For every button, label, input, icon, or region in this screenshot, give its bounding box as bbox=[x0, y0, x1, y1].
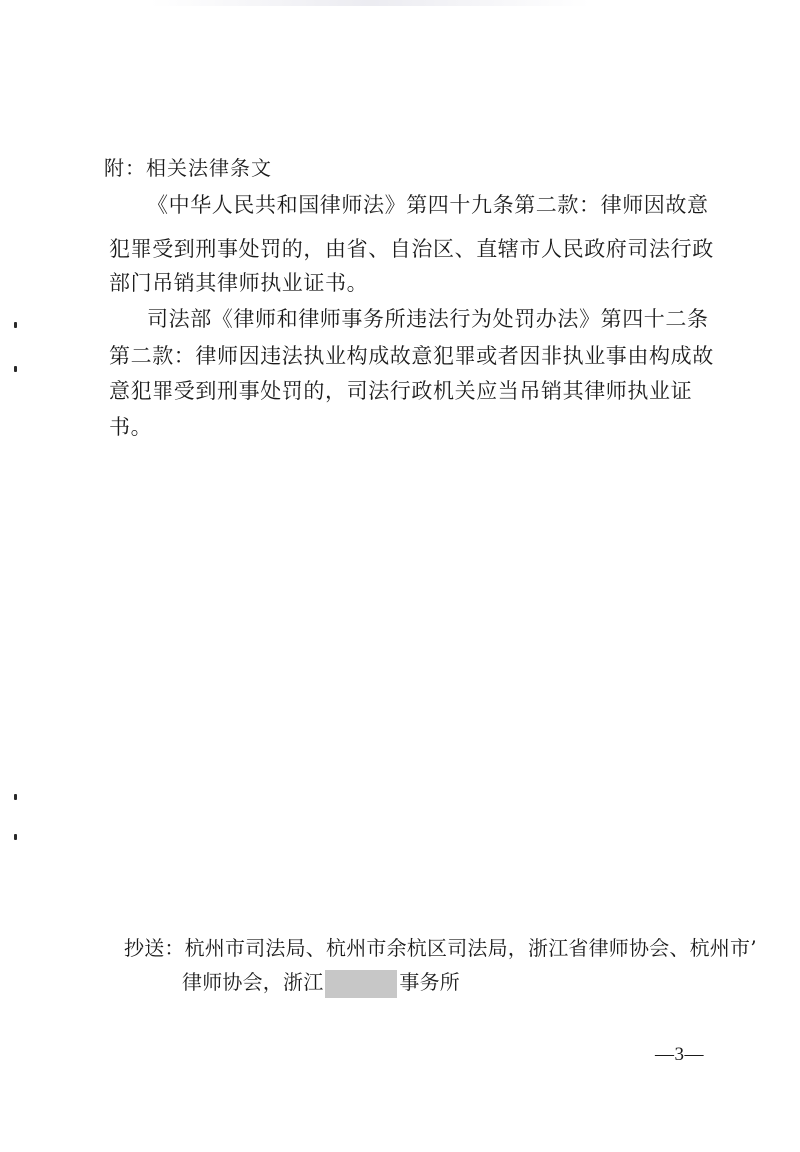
redaction-box bbox=[325, 970, 397, 998]
law-paragraph-2-line-1: 司法部《律师和律师事务所违法行为处罚办法》第四十二条 bbox=[147, 307, 709, 331]
cc-line-1: 抄送：杭州市司法局、杭州市余杭区司法局，浙江省律师协会、杭州市’ bbox=[124, 936, 757, 960]
law-paragraph-2-line-2: 第二款：律师因违法执业构成故意犯罪或者因非执业事由构成故 bbox=[109, 344, 714, 368]
cc-line-2-suffix: 事务所 bbox=[399, 970, 461, 994]
law-paragraph-1-line-3: 部门吊销其律师执业证书。 bbox=[109, 271, 369, 295]
law-paragraph-2-line-4: 书。 bbox=[109, 415, 153, 439]
page-number: —3— bbox=[655, 1044, 704, 1065]
attachment-heading: 附：相关法律条文 bbox=[104, 156, 272, 180]
binding-hole-mark bbox=[14, 794, 17, 800]
binding-hole-mark bbox=[14, 322, 17, 328]
law-paragraph-2-line-3: 意犯罪受到刑事处罚的，司法行政机关应当吊销其律师执业证 bbox=[109, 379, 693, 403]
cc-line-2 bbox=[182, 963, 782, 1001]
scan-artifact bbox=[150, 0, 590, 6]
cc-line-2-prefix: 律师协会，浙江 bbox=[182, 970, 324, 994]
binding-hole-mark bbox=[14, 834, 17, 840]
binding-hole-mark bbox=[14, 366, 17, 372]
law-paragraph-1-line-1: 《中华人民共和国律师法》第四十九条第二款：律师因故意 bbox=[147, 193, 709, 217]
law-paragraph-1-line-2: 犯罪受到刑事处罚的，由省、自治区、直辖市人民政府司法行政 bbox=[109, 237, 714, 261]
